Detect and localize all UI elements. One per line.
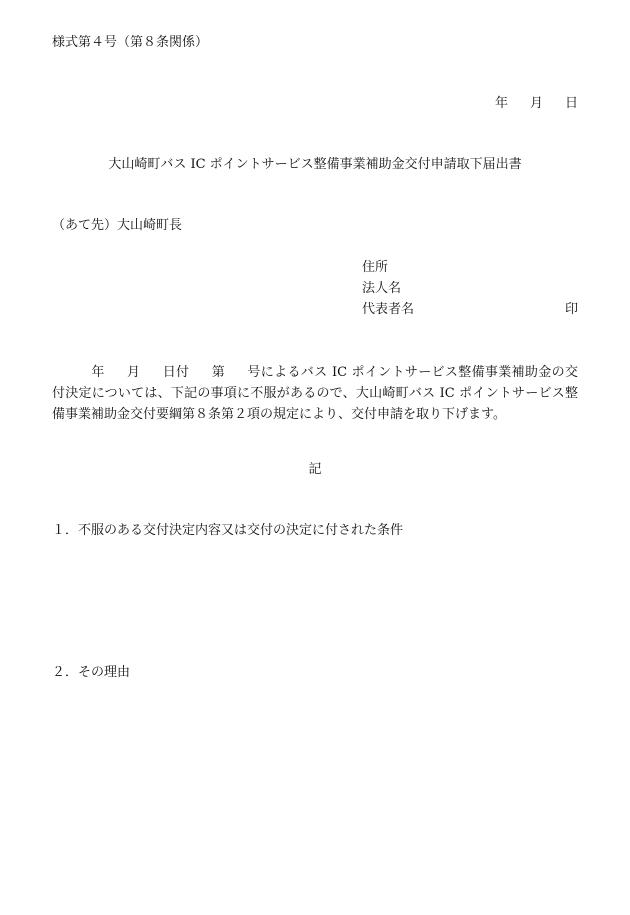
body-number-prefix: 第 — [211, 365, 226, 380]
applicant-address-row — [362, 261, 578, 282]
representative-label: 代表者名 — [362, 302, 415, 317]
date-line — [495, 97, 578, 110]
ki-heading: 記 — [308, 462, 322, 477]
body-year: 年 — [91, 365, 105, 380]
item-1: １．不服のある交付決定内容又は交付の決定に付された条件 — [52, 523, 404, 538]
body-paragraph — [52, 362, 578, 425]
document-title: 大山崎町バス IC ポイントサービス整備事業補助金交付申請取下届出書 — [108, 157, 522, 172]
date-day-label: 日 — [564, 96, 578, 111]
corp-name-label: 法人名 — [362, 281, 402, 296]
date-year-label: 年 — [494, 96, 508, 111]
date-month-label: 月 — [529, 96, 543, 111]
item-2: ２．その理由 — [52, 665, 131, 680]
form-number: 様式第４号（第８条関係） — [52, 35, 209, 50]
body-month: 月 — [126, 365, 141, 380]
body-text: 号によるバス IC ポイントサービス整備事業補助金の交付決定については、下記の事項に不服があるので、大山崎町バス IC ポイントサービス整備事業補助金交付要綱第８条第２項の規定により、交付申請を取り下げます。 — [52, 365, 578, 422]
applicant-corp-row — [362, 282, 578, 303]
body-day-suffix: 日付 — [162, 365, 190, 380]
seal-mark: 印 — [564, 302, 578, 317]
address-label: 住所 — [362, 260, 389, 275]
applicant-representative-row — [362, 303, 578, 324]
addressee: （あて先）大山崎町長 — [52, 218, 183, 233]
applicant-block — [362, 261, 578, 324]
